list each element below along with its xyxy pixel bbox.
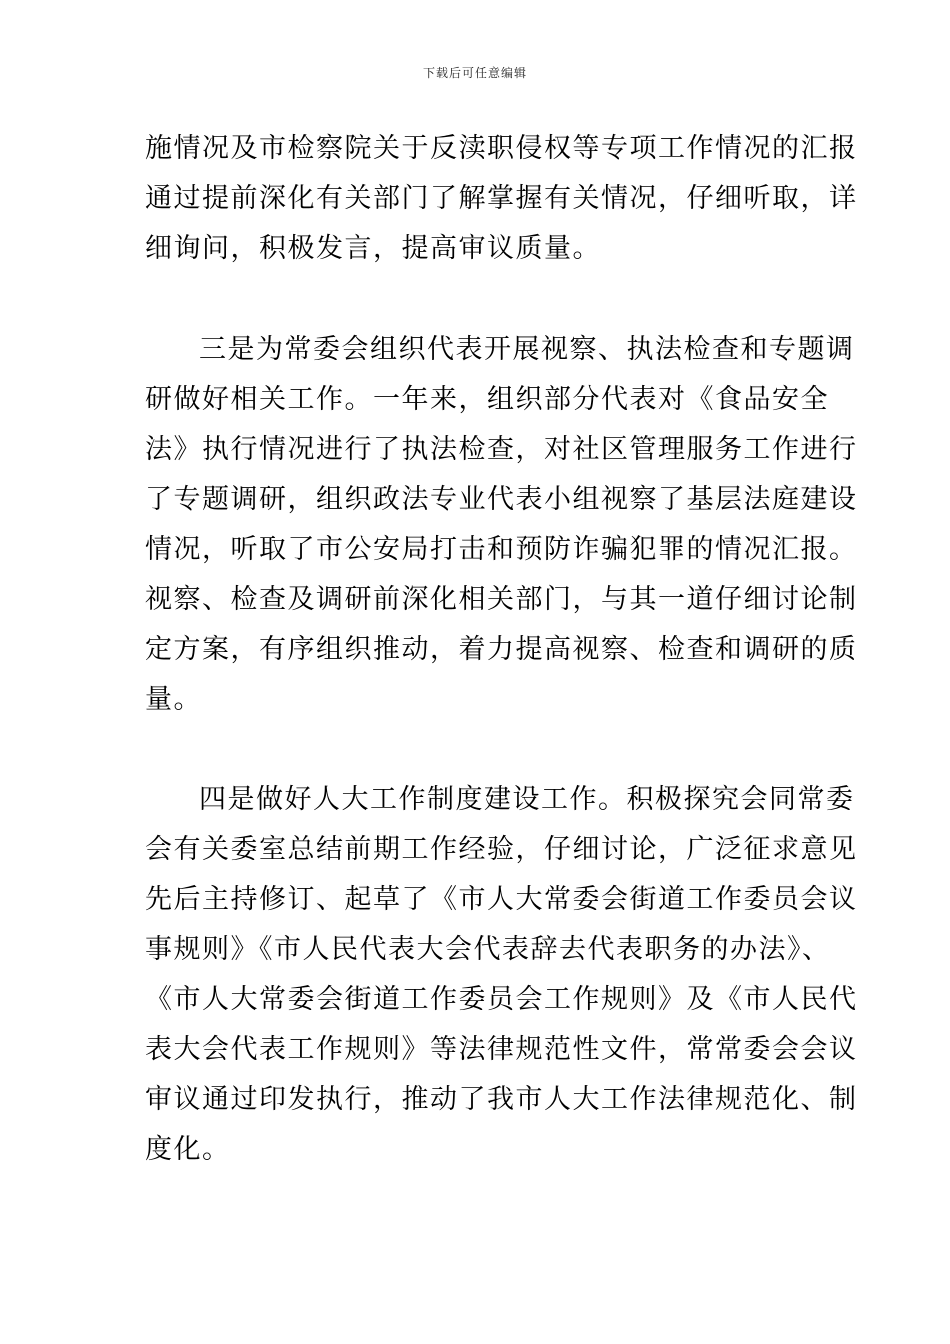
paragraph-line: 细询问，积极发言，提高审议质量。 [145, 233, 601, 264]
paragraph-line: 度化。 [145, 1134, 231, 1165]
header-note: 下载后可任意编辑 [422, 66, 527, 80]
paragraph-line: 会有关委室总结前期工作经验，仔细讨论，广泛征求意见 [145, 834, 858, 865]
paragraph-line: 事规则》《市人民代表大会代表辞去代表职务的办法》、 [145, 934, 831, 965]
paragraph-line: 《市人大常委会街道工作委员会工作规则》及《市人民代 [145, 984, 858, 1015]
paragraph-line: 三是为常委会组织代表开展视察、执法检查和专题调 [199, 334, 855, 365]
paragraph-line: 了专题调研，组织政法专业代表小组视察了基层法庭建设 [145, 484, 858, 515]
paragraph-line: 四是做好人大工作制度建设工作。积极探究会同常委 [199, 784, 855, 815]
paragraph-line: 量。 [145, 684, 202, 715]
paragraph-line: 施情况及市检察院关于反渎职侵权等专项工作情况的汇报 [145, 133, 858, 164]
paragraph-line: 情况，听取了市公安局打击和预防诈骗犯罪的情况汇报。 [145, 534, 858, 565]
paragraph-line: 法》执行情况进行了执法检查，对社区管理服务工作进行 [145, 434, 858, 465]
paragraph-1 [145, 124, 858, 274]
paragraph-line: 审议通过印发执行，推动了我市人大工作法律规范化、制 [145, 1084, 858, 1115]
paragraph-line: 通过提前深化有关部门了解掌握有关情况，仔细听取，详 [145, 183, 858, 214]
paragraph-3 [145, 775, 858, 1175]
paragraph-line: 研做好相关工作。一年来，组织部分代表对《食品安全 [145, 384, 829, 415]
paragraph-line: 先后主持修订、起草了《市人大常委会街道工作委员会议 [145, 884, 858, 915]
paragraph-line: 定方案，有序组织推动，着力提高视察、检查和调研的质 [145, 634, 858, 665]
paragraph-line: 表大会代表工作规则》等法律规范性文件，常常委会会议 [145, 1034, 858, 1065]
paragraph-2 [145, 325, 858, 725]
paragraph-line: 视察、检查及调研前深化相关部门，与其一道仔细讨论制 [145, 584, 858, 615]
